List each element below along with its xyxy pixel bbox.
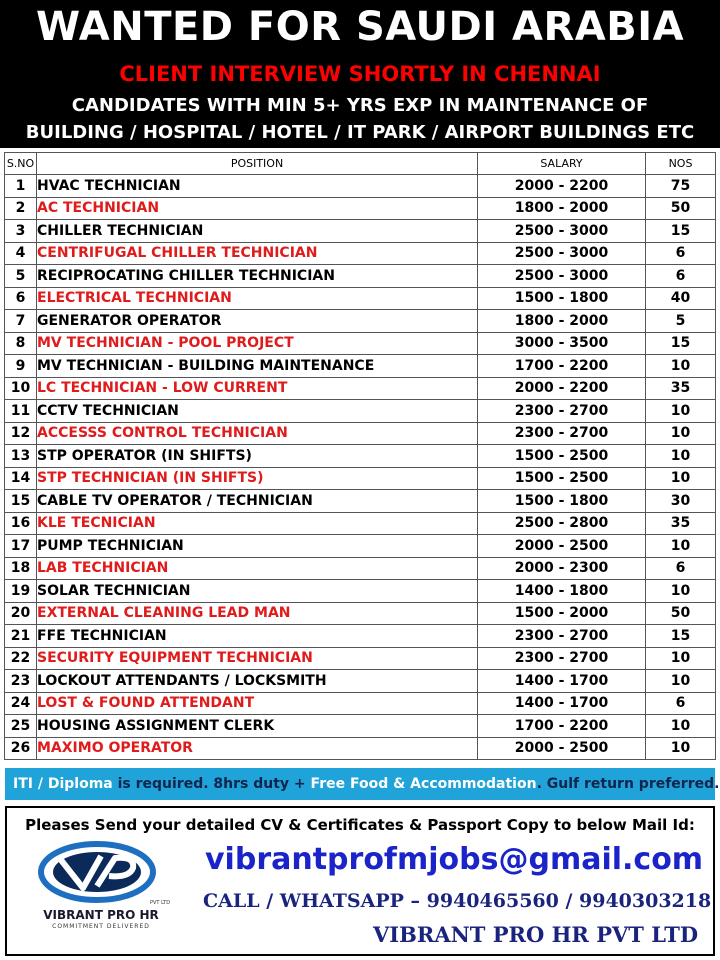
row-nos: 35 xyxy=(646,377,716,400)
table-row xyxy=(5,197,716,220)
table-row xyxy=(5,400,716,423)
table-row xyxy=(5,737,716,760)
table-row xyxy=(5,512,716,535)
row-position: CENTRIFUGAL CHILLER TECHNICIAN xyxy=(37,242,478,265)
table-row xyxy=(5,355,716,378)
experience-line: CANDIDATES WITH MIN 5+ YRS EXP IN MAINTENANCE OF xyxy=(71,95,649,116)
row-nos: 10 xyxy=(646,737,716,760)
row-salary: 2500 - 3000 xyxy=(478,220,646,243)
row-sno: 14 xyxy=(5,467,37,490)
table-row xyxy=(5,602,716,625)
row-nos: 10 xyxy=(646,715,716,738)
email-address-link[interactable]: vibrantprofmjobs@gmail.com xyxy=(205,842,704,877)
row-position: ACCESSS CONTROL TECHNICIAN xyxy=(37,422,478,445)
row-position: CCTV TECHNICIAN xyxy=(37,400,478,423)
row-nos: 6 xyxy=(646,265,716,288)
row-salary: 1400 - 1700 xyxy=(478,670,646,693)
row-nos: 6 xyxy=(646,557,716,580)
table-row xyxy=(5,535,716,558)
row-nos: 35 xyxy=(646,512,716,535)
row-salary: 1500 - 1800 xyxy=(478,490,646,513)
logo-name: VIBRANT PRO HR xyxy=(43,908,159,922)
row-sno: 3 xyxy=(5,220,37,243)
table-row xyxy=(5,332,716,355)
row-salary: 2500 - 3000 xyxy=(478,265,646,288)
row-salary: 1800 - 2000 xyxy=(478,197,646,220)
row-position: MV TECHNICIAN - BUILDING MAINTENANCE xyxy=(37,355,478,378)
positions-table-body xyxy=(5,175,716,760)
table-row xyxy=(5,670,716,693)
row-nos: 10 xyxy=(646,580,716,603)
row-sno: 19 xyxy=(5,580,37,603)
row-nos: 10 xyxy=(646,445,716,468)
requirement-qualification: ITI / Diploma xyxy=(13,776,113,792)
row-salary: 1800 - 2000 xyxy=(478,310,646,333)
row-sno: 13 xyxy=(5,445,37,468)
table-header-row xyxy=(5,153,716,175)
row-sno: 12 xyxy=(5,422,37,445)
cv-instruction: Pleases Send your detailed CV & Certificates & Passport Copy to below Mail Id: xyxy=(25,816,695,834)
table-row xyxy=(5,647,716,670)
row-salary: 1700 - 2200 xyxy=(478,355,646,378)
row-sno: 1 xyxy=(5,175,37,198)
row-salary: 2000 - 2300 xyxy=(478,557,646,580)
header-banner xyxy=(0,0,720,148)
table-row xyxy=(5,715,716,738)
row-position: STP TECHNICIAN (IN SHIFTS) xyxy=(37,467,478,490)
row-nos: 15 xyxy=(646,220,716,243)
table-row xyxy=(5,242,716,265)
row-position: EXTERNAL CLEANING LEAD MAN xyxy=(37,602,478,625)
row-position: KLE TECNICIAN xyxy=(37,512,478,535)
row-salary: 2000 - 2500 xyxy=(478,535,646,558)
row-sno: 23 xyxy=(5,670,37,693)
row-position: LOCKOUT ATTENDANTS / LOCKSMITH xyxy=(37,670,478,693)
requirement-duty: is required. 8hrs duty + xyxy=(112,776,311,792)
row-sno: 22 xyxy=(5,647,37,670)
row-position: CABLE TV OPERATOR / TECHNICIAN xyxy=(37,490,478,513)
requirements-bar xyxy=(5,768,720,800)
row-nos: 10 xyxy=(646,400,716,423)
row-salary: 2500 - 2800 xyxy=(478,512,646,535)
row-position: LC TECHNICIAN - LOW CURRENT xyxy=(37,377,478,400)
row-position: GENERATOR OPERATOR xyxy=(37,310,478,333)
row-position: SECURITY EQUIPMENT TECHNICIAN xyxy=(37,647,478,670)
table-row xyxy=(5,445,716,468)
row-sno: 24 xyxy=(5,692,37,715)
row-nos: 10 xyxy=(646,355,716,378)
row-position: AC TECHNICIAN xyxy=(37,197,478,220)
row-sno: 10 xyxy=(5,377,37,400)
row-sno: 4 xyxy=(5,242,37,265)
row-nos: 40 xyxy=(646,287,716,310)
column-header-position: POSITION xyxy=(37,153,478,175)
row-nos: 50 xyxy=(646,602,716,625)
row-sno: 20 xyxy=(5,602,37,625)
row-nos: 10 xyxy=(646,422,716,445)
logo-tagline: COMMITMENT DELIVERED xyxy=(52,923,150,930)
row-salary: 2300 - 2700 xyxy=(478,647,646,670)
page-title: WANTED FOR SAUDI ARABIA xyxy=(35,4,685,50)
row-position: RECIPROCATING CHILLER TECHNICIAN xyxy=(37,265,478,288)
row-salary: 1500 - 2000 xyxy=(478,602,646,625)
row-salary: 2500 - 3000 xyxy=(478,242,646,265)
column-header-sno: S.NO xyxy=(5,153,37,175)
table-row xyxy=(5,422,716,445)
row-sno: 15 xyxy=(5,490,37,513)
row-position: ELECTRICAL TECHNICIAN xyxy=(37,287,478,310)
row-sno: 18 xyxy=(5,557,37,580)
row-salary: 2000 - 2200 xyxy=(478,175,646,198)
row-nos: 10 xyxy=(646,467,716,490)
row-salary: 3000 - 3500 xyxy=(478,332,646,355)
row-position: PUMP TECHNICIAN xyxy=(37,535,478,558)
row-salary: 2300 - 2700 xyxy=(478,422,646,445)
row-nos: 15 xyxy=(646,625,716,648)
row-nos: 10 xyxy=(646,647,716,670)
table-row xyxy=(5,580,716,603)
row-position: STP OPERATOR (IN SHIFTS) xyxy=(37,445,478,468)
column-header-salary: SALARY xyxy=(478,153,646,175)
row-salary: 2000 - 2200 xyxy=(478,377,646,400)
row-salary: 2300 - 2700 xyxy=(478,625,646,648)
building-types-line: BUILDING / HOSPITAL / HOTEL / IT PARK / AIRPORT BUILDINGS ETC xyxy=(25,122,695,143)
table-row xyxy=(5,490,716,513)
row-salary: 2300 - 2700 xyxy=(478,400,646,423)
table-row xyxy=(5,692,716,715)
row-salary: 1400 - 1800 xyxy=(478,580,646,603)
row-nos: 6 xyxy=(646,242,716,265)
table-row xyxy=(5,265,716,288)
row-sno: 6 xyxy=(5,287,37,310)
row-salary: 1400 - 1700 xyxy=(478,692,646,715)
row-position: HVAC TECHNICIAN xyxy=(37,175,478,198)
call-whatsapp-numbers[interactable]: CALL / WHATSAPP – 9940465560 / 9940303218 xyxy=(203,890,712,912)
requirement-benefits: Free Food & Accommodation xyxy=(310,776,537,792)
row-nos: 50 xyxy=(646,197,716,220)
row-salary: 1500 - 1800 xyxy=(478,287,646,310)
table-row xyxy=(5,310,716,333)
row-nos: 15 xyxy=(646,332,716,355)
table-row xyxy=(5,377,716,400)
row-salary: 2000 - 2500 xyxy=(478,737,646,760)
table-row xyxy=(5,175,716,198)
table-row xyxy=(5,220,716,243)
table-row xyxy=(5,557,716,580)
row-position: MV TECHNICIAN - POOL PROJECT xyxy=(37,332,478,355)
row-sno: 11 xyxy=(5,400,37,423)
interview-subtitle: CLIENT INTERVIEW SHORTLY IN CHENNAI xyxy=(119,62,601,86)
row-position: CHILLER TECHNICIAN xyxy=(37,220,478,243)
row-sno: 25 xyxy=(5,715,37,738)
table-row xyxy=(5,625,716,648)
row-sno: 26 xyxy=(5,737,37,760)
requirement-preference: . Gulf return preferred. xyxy=(536,776,720,792)
row-sno: 21 xyxy=(5,625,37,648)
row-nos: 10 xyxy=(646,535,716,558)
row-position: SOLAR TECHNICIAN xyxy=(37,580,478,603)
row-sno: 5 xyxy=(5,265,37,288)
row-nos: 5 xyxy=(646,310,716,333)
row-nos: 30 xyxy=(646,490,716,513)
row-sno: 16 xyxy=(5,512,37,535)
row-salary: 1500 - 2500 xyxy=(478,467,646,490)
row-nos: 75 xyxy=(646,175,716,198)
row-sno: 2 xyxy=(5,197,37,220)
row-position: LAB TECHNICIAN xyxy=(37,557,478,580)
row-sno: 8 xyxy=(5,332,37,355)
table-row xyxy=(5,287,716,310)
column-header-nos: NOS xyxy=(646,153,716,175)
row-position: HOUSING ASSIGNMENT CLERK xyxy=(37,715,478,738)
row-sno: 9 xyxy=(5,355,37,378)
row-salary: 1700 - 2200 xyxy=(478,715,646,738)
row-salary: 1500 - 2500 xyxy=(478,445,646,468)
company-name: VIBRANT PRO HR PVT LTD xyxy=(373,922,699,947)
row-nos: 10 xyxy=(646,670,716,693)
table-row xyxy=(5,467,716,490)
row-sno: 17 xyxy=(5,535,37,558)
contact-box xyxy=(5,806,715,956)
logo-pvt: PVT LTD xyxy=(150,900,171,906)
row-position: MAXIMO OPERATOR xyxy=(37,737,478,760)
positions-table xyxy=(4,152,716,760)
row-position: LOST & FOUND ATTENDANT xyxy=(37,692,478,715)
row-position: FFE TECHNICIAN xyxy=(37,625,478,648)
row-nos: 6 xyxy=(646,692,716,715)
row-sno: 7 xyxy=(5,310,37,333)
